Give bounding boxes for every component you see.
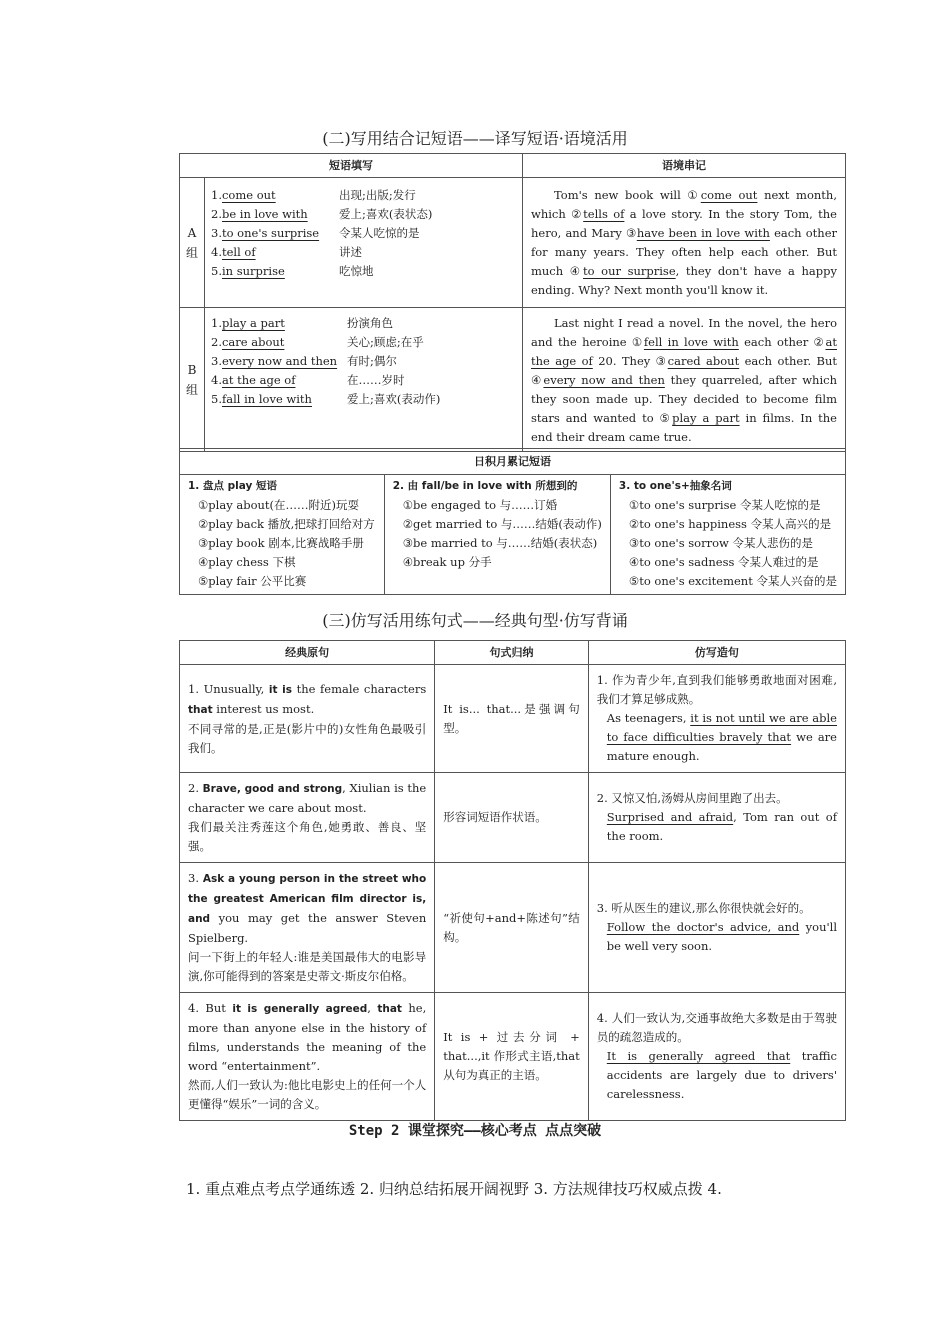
phrase-meaning: 有时;偶尔 [347,354,397,368]
sentence-row-2 [180,773,846,863]
original-text: 2. [188,781,203,795]
phrase-item [211,186,516,205]
context-text: a love story. In the story Tom, the hero, and Mary ③ [531,207,837,240]
bottom-line: 1. 重点难点考点学通练透 2. 归纳总结拓展开阔视野 3. 方法规律技巧权威点拨 4. [186,1180,722,1198]
phrase-item [211,390,516,409]
sentence-row-1 [180,665,846,773]
original-text: it is generally agreed [232,1003,368,1015]
original-text: that [188,703,213,716]
accumulate-header: 日积月累记短语 [180,449,846,475]
context-answer: tells of [583,207,625,221]
header-phrase-fill: 短语填写 [180,154,523,178]
phrase-meaning: 讲述 [339,245,362,259]
sentence-row-3 [180,863,846,993]
pattern-3: “祈使句+and+陈述句”结构。 [435,863,589,993]
original-text: 3. [188,871,203,885]
phrase-number: 2. [211,207,222,221]
phrase-answer [211,243,339,262]
original-text: , [367,1001,378,1015]
context-answer: come out [700,188,758,202]
context-answer: to our surprise [583,264,676,278]
phrase-item [211,333,516,352]
phrase-answer [211,262,339,281]
accumulate-title: 2. 由 fall/be in love with 所想到的 [392,480,578,492]
context-text: next month, which ② [531,188,837,221]
context-answer: cared about [667,354,740,368]
context-text: in films. In the end their dream came true. [531,411,837,444]
header-pattern: 句式归纳 [435,641,589,665]
step-title: Step 2 课堂探究——核心考点 点点突破 [348,1123,602,1139]
sentence-row-4 [180,993,846,1121]
phrase-item [211,352,516,371]
phrase-number: 5. [211,392,222,406]
imitation-answer: Surprised and afraid [606,810,734,824]
original-text: Ask a young person in the street who the greatest American film director is, and [188,873,427,925]
phrase-item [211,314,516,333]
group-a-phrases [205,178,523,308]
accumulate-item: ③play book 剧本,比赛战略手册 [198,536,364,550]
accumulate-item: ②get married to 与……结婚(表动作) [402,517,602,531]
phrase-text: in surprise [221,264,285,278]
original-text: interest us most. [212,701,315,716]
original-sentence-2: 2. Brave, good and strong, Xiulian is the character we care about most. 我们最关注秀莲这个角色,她勇敢、善良、坚强。 [180,773,435,863]
original-text: , Xiulian is the character we care about most. [188,781,427,815]
imitation-2: 2. 又惊又怕,汤姆从房间里跑了出去。 Surprised and afraid, Tom ran out of the room. [588,773,845,863]
phrase-text: at the age of [221,373,296,387]
context-text: each other ② [738,335,826,349]
accumulate-item: ④play chess 下棋 [198,555,296,569]
header-imitation: 仿写造句 [588,641,845,665]
accumulate-col-ones [610,475,845,595]
phrase-item [211,262,516,281]
accumulate-title: 1. 盘点 play 短语 [188,480,277,492]
phrase-item [211,205,516,224]
accumulate-item: ②play back 播放,把球打回给对方 [198,517,375,531]
original-text: Brave, good and strong [202,783,343,795]
original-sentence-3: 3. Ask a young person in the street who the greatest American film director is, and you may get the answer Steven Spielberg. 问一下街上的年轻人:谁是美国最伟大的电影导演,你可能得到的答案是史蒂文·斯皮尔伯格。 [180,863,435,993]
phrase-answer [211,224,339,243]
accumulate-item: ⑤to one's excitement 令某人兴奋的是 [628,574,837,588]
accumulate-item: ④break up 分手 [402,555,492,569]
accumulate-col-play [180,475,385,595]
accumulate-item: ①be engaged to 与……订婚 [402,498,558,512]
phrase-item [211,243,516,262]
imitation-3: 3. 听从医生的建议,那么你很快就会好的。 Follow the doctor's advice, and you'll be well very soon. [588,863,845,993]
accumulate-col-love [384,475,610,595]
phrase-number: 5. [211,264,222,278]
imitation-answer: it is not until we are able to face difficulties bravely that [606,711,837,744]
phrase-meaning: 扮演角色 [347,316,393,330]
imitation-1: 1. 作为青少年,直到我们能够勇敢地面对困难,我们才算足够成熟。 As teenagers, it is not until we are able to face difficulties bravely that we are mature enough. [588,665,845,773]
context-answer: every now and then [543,373,665,387]
phrase-meaning: 出现;出版;发行 [339,188,416,202]
original-text: that [377,1003,402,1015]
accumulate-item: ③to one's sorrow 令某人悲伤的是 [628,536,813,550]
section3-title: (三)仿写活用练句式——经典句型·仿写背诵 [322,611,628,630]
phrase-meaning: 爱上;喜欢(表状态) [339,207,433,221]
phrase-number: 1. [211,316,222,330]
imitation-text: , Tom ran out of the room. [606,810,837,843]
phrase-item [211,224,516,243]
group-b-label: B 组 [180,308,205,452]
pattern-4: It is + 过去分词 + that...,it 作形式主语,that 从句为真正的主语。 [435,993,589,1121]
phrase-meaning: 在……岁时 [347,373,405,387]
phrase-answer [211,205,339,224]
phrase-text: play a part [221,316,285,330]
accumulate-item: ①to one's surprise 令某人吃惊的是 [628,498,821,512]
section2-title: (二)写用结合记短语——译写短语·语境活用 [322,129,628,148]
imitation-4: 4. 人们一致认为,交通事故绝大多数是由于驾驶员的疏忽造成的。 It is generally agreed that traffic accidents are largely due to drivers' carelessness. [588,993,845,1121]
group-a-label: A 组 [180,178,205,308]
group-a-row [180,178,846,308]
original-text: he, more than anyone else in the history of films, understands the meaning of the word “entertainment”. [188,1001,427,1073]
context-text: 20. They ③ [592,354,668,368]
phrase-number: 2. [211,335,222,349]
context-answer: play a part [672,411,740,425]
context-text: each other for many years. They often help each other. But much ④ [531,226,837,278]
group-b-context [523,308,846,452]
context-text: , they don't have a happy ending. Why? Next month you'll know it. [531,264,837,297]
phrase-text: come out [221,188,276,202]
phrase-text: fall in love with [221,392,312,406]
header-original: 经典原句 [180,641,435,665]
phrase-number: 3. [211,226,222,240]
imitation-text: As teenagers, [606,711,691,725]
original-sentence-4: 4. But it is generally agreed, that he, more than anyone else in the history of films, understands the meaning of the word “entertainment”. 然而,人们一致认为:他比电影史上的任何一个人更懂得“娱乐”一词的含义。 [180,993,435,1121]
phrase-number: 4. [211,373,222,387]
imitation-answer: It is generally agreed that [606,1049,791,1063]
phrase-text: to one's surprise [221,226,320,240]
accumulate-item: ⑤play fair 公平比赛 [198,574,307,588]
phrase-meaning: 爱上;喜欢(表动作) [347,392,441,406]
phrase-number: 4. [211,245,222,259]
imitation-answer: Follow the doctor's advice, and [606,920,800,934]
phrase-text: tell of [221,245,256,259]
group-b-row [180,308,846,452]
phrase-table [179,153,846,452]
original-text: the female characters [291,681,427,696]
accumulate-title: 3. to one's+抽象名词 [618,480,732,492]
phrase-meaning: 令某人吃惊的是 [339,226,420,240]
header-context: 语境串记 [523,154,846,178]
original-text: you may get the answer Steven Spielberg. [188,911,427,945]
context-answer: at the age of [531,335,837,368]
imitation-text: we are mature enough. [606,730,837,763]
original-text: 4. But [188,1001,233,1015]
accumulate-item: ③be married to 与……结婚(表状态) [402,536,598,550]
phrase-answer [211,390,347,409]
phrase-number: 3. [211,354,222,368]
context-text: they quarreled, after which they soon made up. They decided to become film stars and wanted to ⑤ [531,373,837,425]
phrase-text: be in love with [221,207,308,221]
accumulate-table [179,448,846,595]
context-answer: fell in love with [643,335,739,349]
original-text: it is [268,683,292,696]
group-b-phrases [205,308,523,452]
phrase-answer [211,314,347,333]
phrase-answer [211,352,347,371]
accumulate-item: ④to one's sadness 令某人难过的是 [628,555,819,569]
accumulate-item: ②to one's happiness 令某人高兴的是 [628,517,832,531]
imitation-text: traffic accidents are largely due to drivers' carelessness. [606,1049,837,1101]
phrase-answer [211,333,347,352]
sentence-table [179,640,846,1121]
context-text: Last night I read a novel. In the novel, the hero and the heroine ① [531,316,837,349]
pattern-2: 形容词短语作状语。 [435,773,589,863]
phrase-item [211,371,516,390]
accumulate-item: ①play about(在……附近)玩耍 [198,498,359,512]
phrase-answer [211,371,347,390]
original-sentence-1: 1. Unusually, it is the female characters that interest us most. 不同寻常的是,正是(影片中的)女性角色最吸引我们。 [180,665,435,773]
context-answer: have been in love with [636,226,770,240]
phrase-text: every now and then [221,354,338,368]
phrase-answer [211,186,339,205]
original-text: 1. Unusually, [188,681,269,696]
phrase-meaning: 吃惊地 [339,264,374,278]
context-text: each other. But ④ [531,354,837,387]
context-text: Tom's new book will ① [554,188,701,202]
imitation-text: you'll be well very soon. [606,920,837,953]
pattern-1: It is... that...是强调句型。 [435,665,589,773]
phrase-text: care about [221,335,285,349]
group-a-context [523,178,846,308]
phrase-number: 1. [211,188,222,202]
phrase-meaning: 关心;顾虑;在乎 [347,335,424,349]
